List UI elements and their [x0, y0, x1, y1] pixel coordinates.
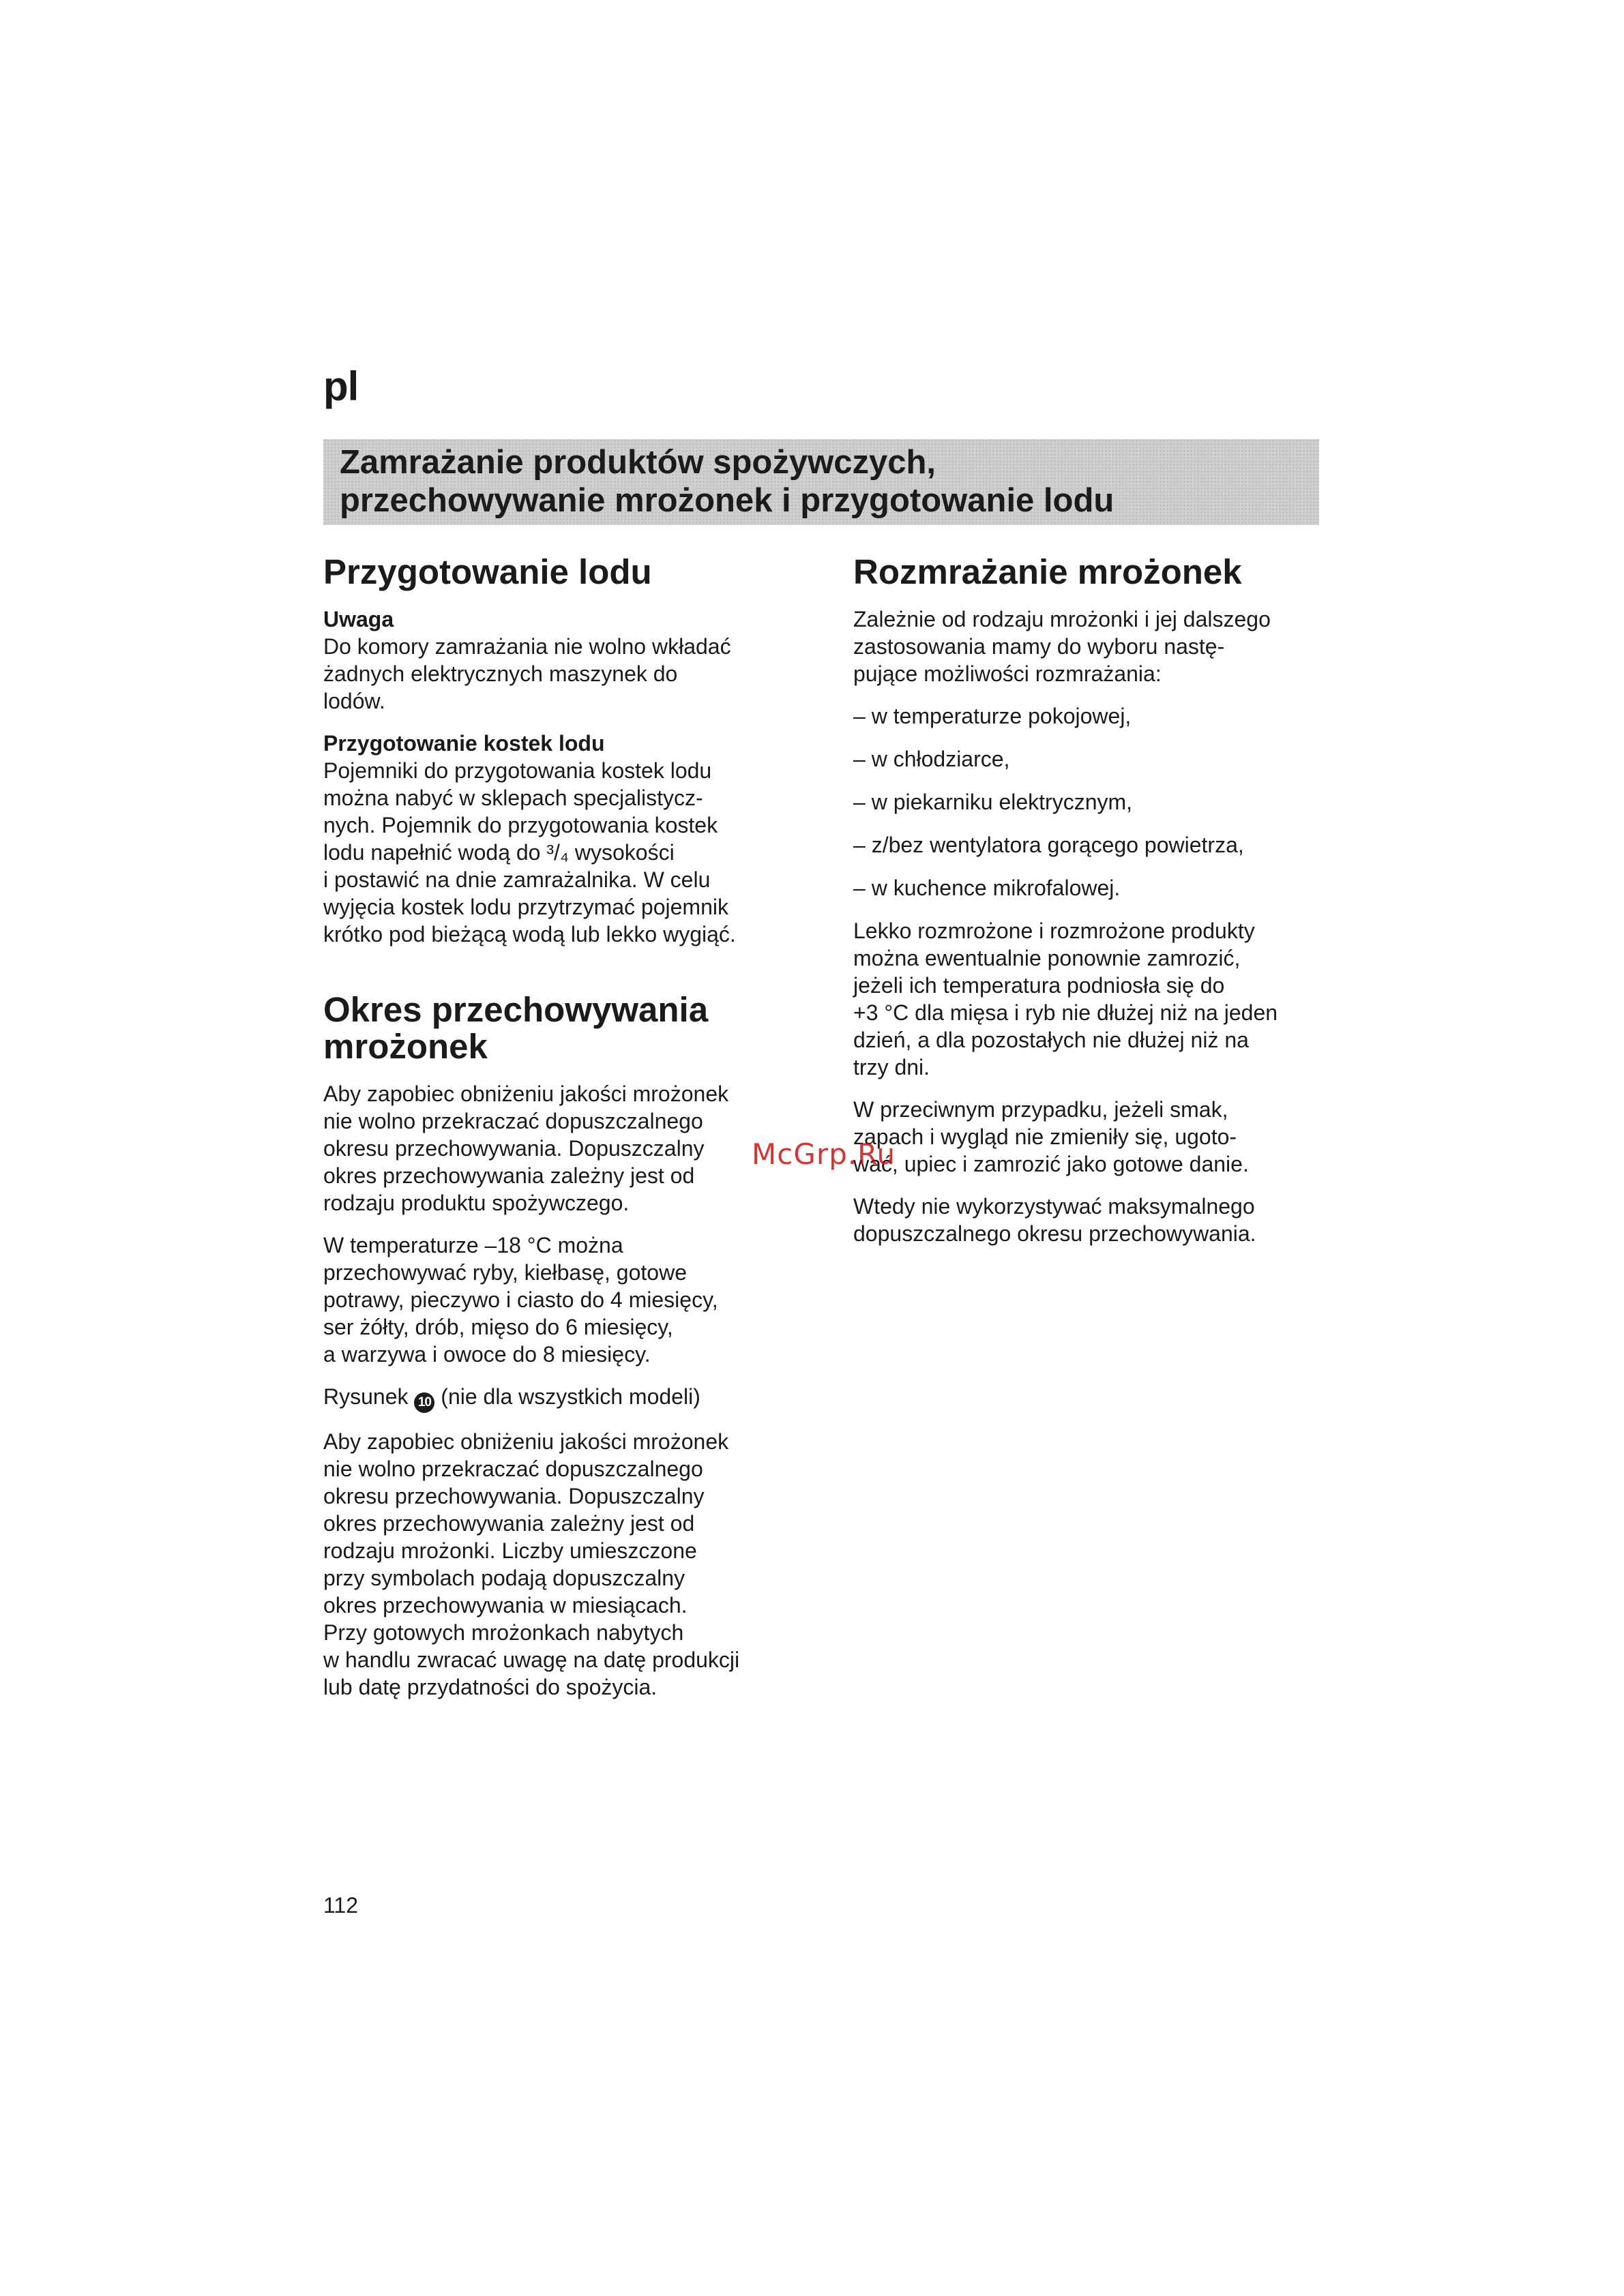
figure-prefix: Rysunek [323, 1384, 409, 1409]
thawing-option: – w chłodziarce, [853, 747, 1010, 771]
thawing-heading: Rozmrażanie mrożonek [853, 552, 1242, 591]
thawing-option: – w piekarniku elektrycznym, [853, 790, 1133, 814]
figure-number-badge: 10 [414, 1392, 434, 1413]
note-label: Uwaga [323, 607, 394, 631]
storage-paragraph-3: Aby zapobiec obniżeniu jakości mrożonek nie wolno przekraczać dopuszczalnego okresu przechowywania. Dopuszczalny okres przechowywania zależny jest od rodzaju mrożonki. Liczby umieszczone przy symbolach podają dopuszczalny okres przechowywania w miesiącach. Przy gotowych mrożonkach nabytych w handlu zwracać uwagę na datę produkcji lub datę przydatności do spożycia. [323, 1429, 740, 1699]
language-code: pl [323, 363, 359, 409]
section-title-banner [323, 439, 1319, 525]
section-title-line-2: przechowywanie mrożonek i przygotowanie lodu [340, 482, 1114, 519]
ice-cubes-text: Pojemniki do przygotowania kostek lodu można nabyć w sklepach specjalistycz- nych. Pojemnik do przygotowania kostek lodu napełnić wodą do ³/₄ wysokości i postawić na dnie zamrażalnika. W celu wyjęcia kostek lodu przytrzymać pojemnik krótko pod bieżącą wodą lub lekko wygiąć. [323, 758, 736, 946]
note-text: Do komory zamrażania nie wolno wkładać żadnych elektrycznych maszynek do lodów. [323, 634, 731, 713]
storage-heading: Okres przechowywania mrożonek [323, 990, 709, 1066]
thawing-intro: Zależnie od rodzaju mrożonki i jej dalszego zastosowania mamy do wyboru nastę- pujące możliwości rozmrażania: [853, 607, 1271, 686]
storage-paragraph-1: Aby zapobiec obniżeniu jakości mrożonek nie wolno przekraczać dopuszczalnego okresu przechowywania. Dopuszczalny okres przechowywania zależny jest od rodzaju produktu spożywczego. [323, 1082, 729, 1215]
ice-cubes-label: Przygotowanie kostek lodu [323, 731, 605, 756]
page-number: 112 [323, 1893, 359, 1918]
figure-reference [323, 1383, 828, 1413]
thawing-option: – w kuchence mikrofalowej. [853, 876, 1121, 900]
thawing-paragraph-1: Lekko rozmrożone i rozmrożone produkty można ewentualnie ponownie zamrozić, jeżeli ich temperatura podniosła się do +3 °C dla mięsa i ryb nie dłużej niż na jeden dzień, a dla pozostałych nie dłużej niż na trzy dni. [853, 919, 1278, 1079]
watermark: McGrp.Ru [752, 1137, 896, 1171]
right-column [853, 554, 1331, 1262]
thawing-paragraph-3: Wtedy nie wykorzystywać maksymalnego dopuszczalnego okresu przechowywania. [853, 1194, 1256, 1246]
ice-heading: Przygotowanie lodu [323, 552, 652, 591]
section-title-line-1: Zamrażanie produktów spożywczych, [340, 444, 936, 481]
left-column [323, 554, 828, 1716]
thawing-option: – z/bez wentylatora gorącego powietrza, [853, 833, 1244, 857]
thawing-paragraph-2: W przeciwnym przypadku, jeżeli smak, zapach i wygląd nie zmieniły się, ugoto- wać, upiec i zamrozić jako gotowe danie. [853, 1097, 1249, 1176]
thawing-option: – w temperaturze pokojowej, [853, 704, 1132, 728]
figure-suffix: (nie dla wszystkich modeli) [441, 1384, 700, 1409]
storage-paragraph-2: W temperaturze –18 °C można przechowywać ryby, kiełbasę, gotowe potrawy, pieczywo i ciasto do 4 miesięcy, ser żółty, drób, mięso do 6 miesięcy, a warzywa i owoce do 8 miesięcy. [323, 1233, 718, 1367]
